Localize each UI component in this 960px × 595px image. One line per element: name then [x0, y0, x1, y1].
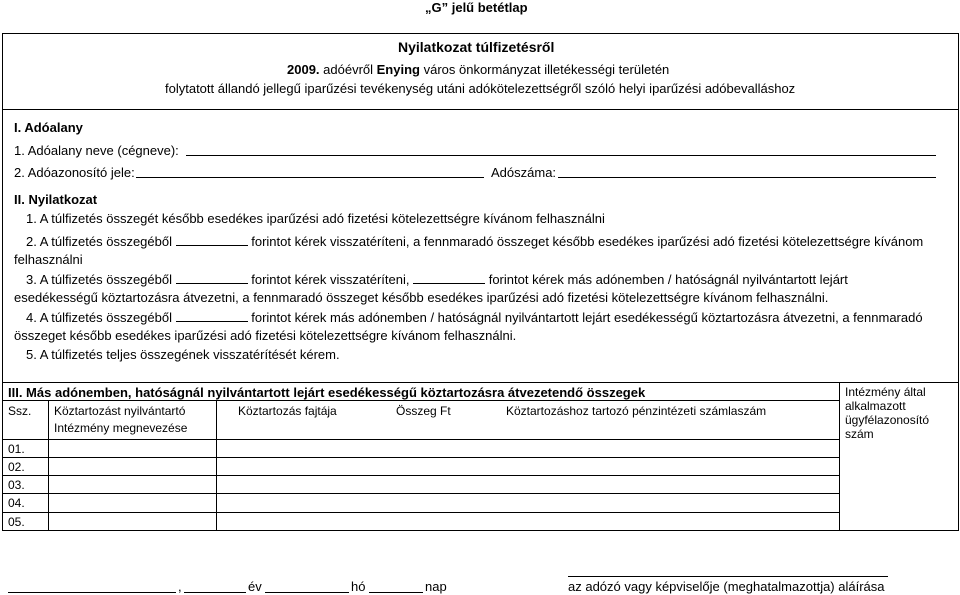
item-3-text-b: forintot kérek visszatéríteni, — [251, 272, 410, 287]
declaration-item-4-line-2: összeget később esedékes iparűzési adó fizetési kötelezettségre kívánom felhasználni. — [14, 328, 517, 343]
col-header-institution: Köztartozást nyilvántartó Intézmény megnevezése — [54, 404, 188, 435]
declaration-item-4-line-1 — [26, 309, 923, 325]
title-line-1 — [287, 62, 669, 77]
table-row-3-fields[interactable] — [49, 476, 839, 493]
table-row-number: 02. — [8, 460, 25, 474]
year-label: év — [248, 579, 262, 594]
table-row-2-fields[interactable] — [49, 458, 839, 475]
tax-year: 2009. — [287, 62, 320, 77]
day-label: nap — [425, 579, 447, 594]
section-2-heading: II. Nyilatkozat — [14, 192, 98, 207]
title-separator — [2, 109, 959, 110]
tax-number-field[interactable] — [558, 177, 936, 178]
taxpayer-name-label: 1. Adóalany neve (cégneve): — [14, 143, 179, 158]
item-2-amount-field[interactable] — [176, 233, 248, 246]
section-3-heading-rule — [2, 400, 840, 401]
tax-id-field[interactable] — [136, 177, 484, 178]
item-3-text-a: 3. A túlfizetés összegéből — [26, 272, 172, 287]
month-label: hó — [351, 579, 366, 594]
table-row-1-fields[interactable] — [49, 440, 839, 457]
declaration-item-3-line-2: esedékességű köztartozásra átvezetni, a fennmaradó összeget később esedékes iparűzési adó fizetési kötelezettségre kívánom felhasználni. — [14, 290, 829, 305]
item-4-text-b: forintot kérek más adónemben / hatóságnál nyilvántartott lejárt esedékességű köztartozásra átvezetni, a fennmaradó — [251, 310, 923, 325]
item-3-transfer-field[interactable] — [413, 271, 485, 284]
signature-label: az adózó vagy képviselője (meghatalmazottja) aláírása — [568, 579, 885, 594]
title-line-1-mid: adóévről — [319, 62, 377, 77]
tax-id-label: 2. Adóazonosító jele: — [14, 165, 135, 180]
date-comma: , — [178, 579, 182, 594]
declaration-item-5: 5. A túlfizetés teljes összegének visszatérítését kérem. — [26, 347, 340, 362]
table-row-number: 01. — [8, 442, 25, 456]
title-line-2: folytatott állandó jellegű iparűzési tevékenység utáni adókötelezettségről szóló helyi iparűzési adóbevalláshoz — [165, 81, 796, 96]
year-field[interactable] — [184, 592, 246, 593]
item-3-text-c: forintot kérek más adónemben / hatóságnál nyilvántartott lejárt — [488, 272, 848, 287]
declaration-title: Nyilatkozat túlfizetésről — [398, 39, 555, 55]
table-row-number: 03. — [8, 478, 25, 492]
item-3-refund-field[interactable] — [176, 271, 248, 284]
col-header-account: Köztartozáshoz tartozó pénzintézeti számlaszám — [506, 404, 767, 418]
title-line-1-rest: város önkormányzat illetékességi területén — [419, 62, 670, 77]
declaration-item-1: 1. A túlfizetés összegét később esedékes iparűzési adó fizetési kötelezettségre kívánom felhasználni — [26, 211, 605, 226]
table-row-5-fields[interactable] — [49, 513, 839, 530]
table-row-4-fields[interactable] — [49, 494, 839, 511]
city-name: Enying — [376, 62, 420, 77]
declaration-item-2-line-2: felhasználni — [14, 252, 83, 267]
item-4-text-a: 4. A túlfizetés összegéből — [26, 310, 172, 325]
tax-number-label: Adószáma: — [491, 165, 557, 180]
signature-line[interactable] — [568, 576, 888, 577]
item-4-amount-field[interactable] — [176, 309, 248, 322]
table-row-number: 04. — [8, 496, 25, 510]
col-header-type: Köztartozás fajtája — [238, 404, 337, 418]
item-2-text-b: forintot kérek visszatéríteni, a fennmaradó összeget később esedékes iparűzési adó fizetési kötelezettségre kívánom — [251, 234, 924, 249]
declaration-item-2-line-1 — [26, 233, 923, 249]
section-1-heading: I. Adóalany — [14, 120, 83, 135]
day-field[interactable] — [369, 592, 423, 593]
col-header-ssz: Ssz. — [8, 404, 32, 418]
taxpayer-name-field[interactable] — [186, 155, 936, 156]
place-field[interactable] — [8, 592, 176, 593]
form-title: „G” jelű betétlap — [425, 0, 528, 15]
client-id-label: Intézmény által alkalmazott ügyfélazonosító szám — [845, 385, 930, 441]
section-3-heading: III. Más adónemben, hatóságnál nyilvántartott lejárt esedékességű köztartozásra átvezetendő összegek — [8, 385, 646, 400]
item-2-text-a: 2. A túlfizetés összegéből — [26, 234, 172, 249]
col-header-amount: Összeg Ft — [396, 404, 451, 418]
table-row-number: 05. — [8, 515, 25, 529]
declaration-item-3-line-1 — [26, 271, 848, 287]
month-field[interactable] — [265, 592, 349, 593]
